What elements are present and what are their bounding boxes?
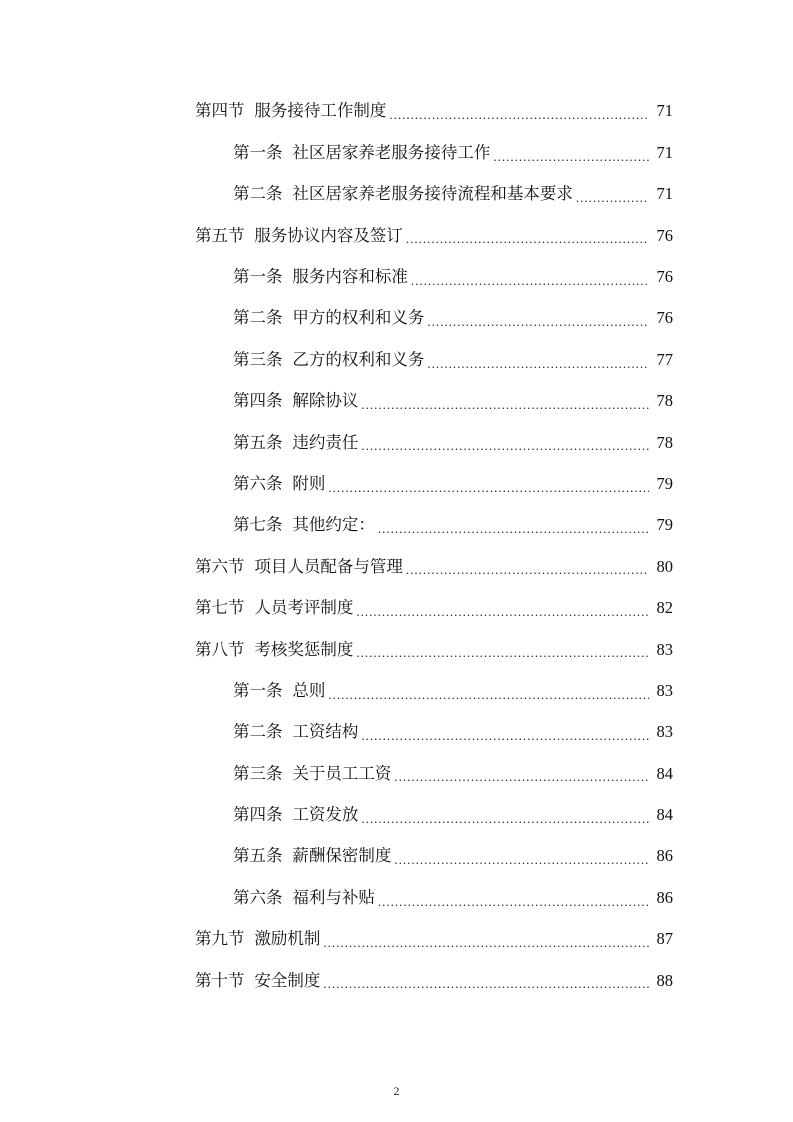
toc-entry[interactable] <box>0 795 793 836</box>
toc-entry-title: 安全制度 <box>254 970 321 990</box>
toc-entry-page: 77 <box>656 349 673 369</box>
dot-leader <box>411 274 649 287</box>
toc-entry-number: 第七条 <box>233 515 283 535</box>
toc-entry-title: 人员考评制度 <box>254 598 354 618</box>
toc-entry-title: 解除协议 <box>292 391 359 411</box>
toc-entry-title: 工资结构 <box>292 722 359 742</box>
toc-entry-number: 第二条 <box>233 184 283 204</box>
toc-entry[interactable] <box>0 712 793 753</box>
toc-entry[interactable] <box>0 877 793 918</box>
table-of-contents <box>0 91 793 1002</box>
toc-entry-label <box>195 931 320 948</box>
toc-entry-label <box>195 970 321 990</box>
dot-leader <box>394 853 649 866</box>
toc-entry-number: 第六条 <box>233 887 283 907</box>
toc-entry[interactable] <box>0 670 793 711</box>
toc-entry-page: 71 <box>656 142 673 162</box>
toc-entry[interactable] <box>0 339 793 380</box>
dot-leader <box>406 563 649 576</box>
toc-entry-page: 76 <box>656 267 673 286</box>
dot-leader <box>361 439 649 452</box>
toc-entry[interactable] <box>0 546 793 587</box>
toc-entry-number: 第九节 <box>195 929 245 949</box>
toc-entry-label <box>233 432 359 452</box>
toc-entry-title: 服务协议内容及签订 <box>254 225 403 245</box>
toc-entry-number: 第一条 <box>233 142 283 162</box>
toc-entry-title: 其他约定： <box>292 515 375 535</box>
toc-entry[interactable] <box>0 588 793 629</box>
toc-entry-label <box>233 807 358 824</box>
toc-entry-page: 78 <box>656 391 673 411</box>
toc-entry-number: 第二条 <box>233 308 283 328</box>
toc-entry-page: 71 <box>656 101 673 121</box>
toc-entry-title: 服务接待工作制度 <box>254 101 387 121</box>
toc-entry-page: 76 <box>656 225 673 245</box>
toc-entry-label <box>233 763 392 783</box>
toc-entry-page: 86 <box>656 846 673 866</box>
toc-entry-number: 第三条 <box>233 763 283 783</box>
toc-entry-label <box>233 310 424 327</box>
toc-entry-page: 80 <box>656 556 673 576</box>
toc-entry-page: 84 <box>656 763 673 783</box>
toc-entry[interactable] <box>0 836 793 877</box>
toc-entry-number: 第四条 <box>233 805 283 825</box>
page-number: 2 <box>393 1084 400 1098</box>
toc-entry-page: 82 <box>656 598 673 618</box>
toc-entry-label <box>233 186 573 203</box>
toc-entry-label <box>233 848 391 865</box>
toc-entry[interactable] <box>0 629 793 670</box>
toc-entry-page: 84 <box>656 805 673 825</box>
toc-entry-number: 第三条 <box>233 349 283 369</box>
dot-leader <box>576 191 649 204</box>
toc-entry-title: 关于员工工资 <box>292 763 392 783</box>
dot-leader <box>323 977 649 990</box>
toc-entry-number: 第四节 <box>195 101 245 121</box>
toc-entry-page: 79 <box>656 515 673 535</box>
dot-leader <box>361 812 649 825</box>
toc-entry[interactable] <box>0 257 793 298</box>
dot-leader <box>328 688 649 701</box>
toc-entry-number: 第四条 <box>233 391 283 411</box>
toc-entry[interactable] <box>0 960 793 1001</box>
toc-entry-number: 第六节 <box>195 556 245 576</box>
toc-entry-label <box>233 142 491 162</box>
toc-entry-label <box>195 600 353 617</box>
toc-entry-title: 薪酬保密制度 <box>292 846 392 866</box>
toc-entry-label <box>233 680 326 700</box>
toc-entry[interactable] <box>0 753 793 794</box>
dot-leader <box>378 895 649 908</box>
toc-entry-title: 社区居家养老服务接待工作 <box>292 142 491 162</box>
toc-entry-title: 考核奖惩制度 <box>254 639 354 659</box>
toc-entry-title: 福利与补贴 <box>292 887 375 907</box>
toc-entry[interactable] <box>0 505 793 546</box>
dot-leader <box>328 481 649 494</box>
toc-entry-label <box>195 556 403 576</box>
toc-entry-number: 第一条 <box>233 680 283 700</box>
dot-leader <box>378 522 649 535</box>
toc-entry-page: 78 <box>656 432 673 452</box>
toc-entry-number: 第七节 <box>195 598 245 618</box>
toc-entry-title: 项目人员配备与管理 <box>254 556 403 576</box>
toc-entry-label <box>195 225 403 245</box>
dot-leader <box>356 646 649 659</box>
toc-entry[interactable] <box>0 464 793 505</box>
dot-leader <box>361 729 649 742</box>
toc-entry-page: 87 <box>656 929 673 949</box>
toc-entry-title: 附则 <box>292 473 326 493</box>
toc-entry-label <box>233 473 326 493</box>
toc-entry[interactable] <box>0 174 793 215</box>
toc-entry[interactable] <box>0 91 793 132</box>
dot-leader <box>323 936 649 949</box>
toc-entry-page: 83 <box>656 639 673 659</box>
toc-entry-page: 79 <box>656 473 673 493</box>
toc-entry-number: 第一条 <box>233 267 283 286</box>
toc-entry-title: 违约责任 <box>292 432 359 452</box>
toc-entry-title: 乙方的权利和义务 <box>292 349 425 369</box>
toc-entry-title: 工资发放 <box>292 805 359 825</box>
toc-entry-number: 第六条 <box>233 473 283 493</box>
toc-entry-number: 第五条 <box>233 432 283 452</box>
toc-entry-label <box>233 724 358 741</box>
dot-leader <box>427 357 649 370</box>
dot-leader <box>493 150 649 163</box>
toc-entry[interactable] <box>0 919 793 960</box>
toc-entry-label <box>195 103 386 120</box>
toc-entry-label <box>233 393 358 410</box>
toc-entry[interactable] <box>0 422 793 463</box>
toc-entry-number: 第十节 <box>195 970 245 990</box>
toc-entry-label <box>195 639 354 659</box>
toc-entry-label <box>233 269 408 286</box>
dot-leader <box>406 232 649 245</box>
toc-entry-page: 71 <box>656 184 673 204</box>
toc-entry-number: 第二条 <box>233 722 283 742</box>
toc-entry-title: 服务内容和标准 <box>292 267 408 286</box>
dot-leader <box>356 605 649 618</box>
toc-entry[interactable] <box>0 215 793 256</box>
dot-leader <box>427 315 649 328</box>
toc-entry-label <box>233 349 425 369</box>
toc-entry[interactable] <box>0 132 793 173</box>
toc-entry-number: 第八节 <box>195 639 245 659</box>
toc-entry-number: 第五条 <box>233 846 283 866</box>
toc-entry-title: 激励机制 <box>254 929 321 949</box>
toc-entry-page: 86 <box>656 887 673 907</box>
toc-entry-title: 社区居家养老服务接待流程和基本要求 <box>292 184 573 204</box>
toc-entry-page: 76 <box>656 308 673 328</box>
toc-entry-label <box>233 517 375 534</box>
toc-entry-page: 83 <box>656 722 673 742</box>
toc-entry-title: 甲方的权利和义务 <box>292 308 425 328</box>
dot-leader <box>389 108 649 121</box>
toc-entry-title: 总则 <box>292 680 326 700</box>
toc-entry-label <box>233 887 375 907</box>
toc-entry-page: 83 <box>656 680 673 700</box>
toc-entry-page: 88 <box>656 970 673 990</box>
toc-entry-number: 第五节 <box>195 225 245 245</box>
dot-leader <box>361 398 649 411</box>
toc-entry[interactable] <box>0 298 793 339</box>
toc-entry[interactable] <box>0 381 793 422</box>
dot-leader <box>394 770 649 783</box>
